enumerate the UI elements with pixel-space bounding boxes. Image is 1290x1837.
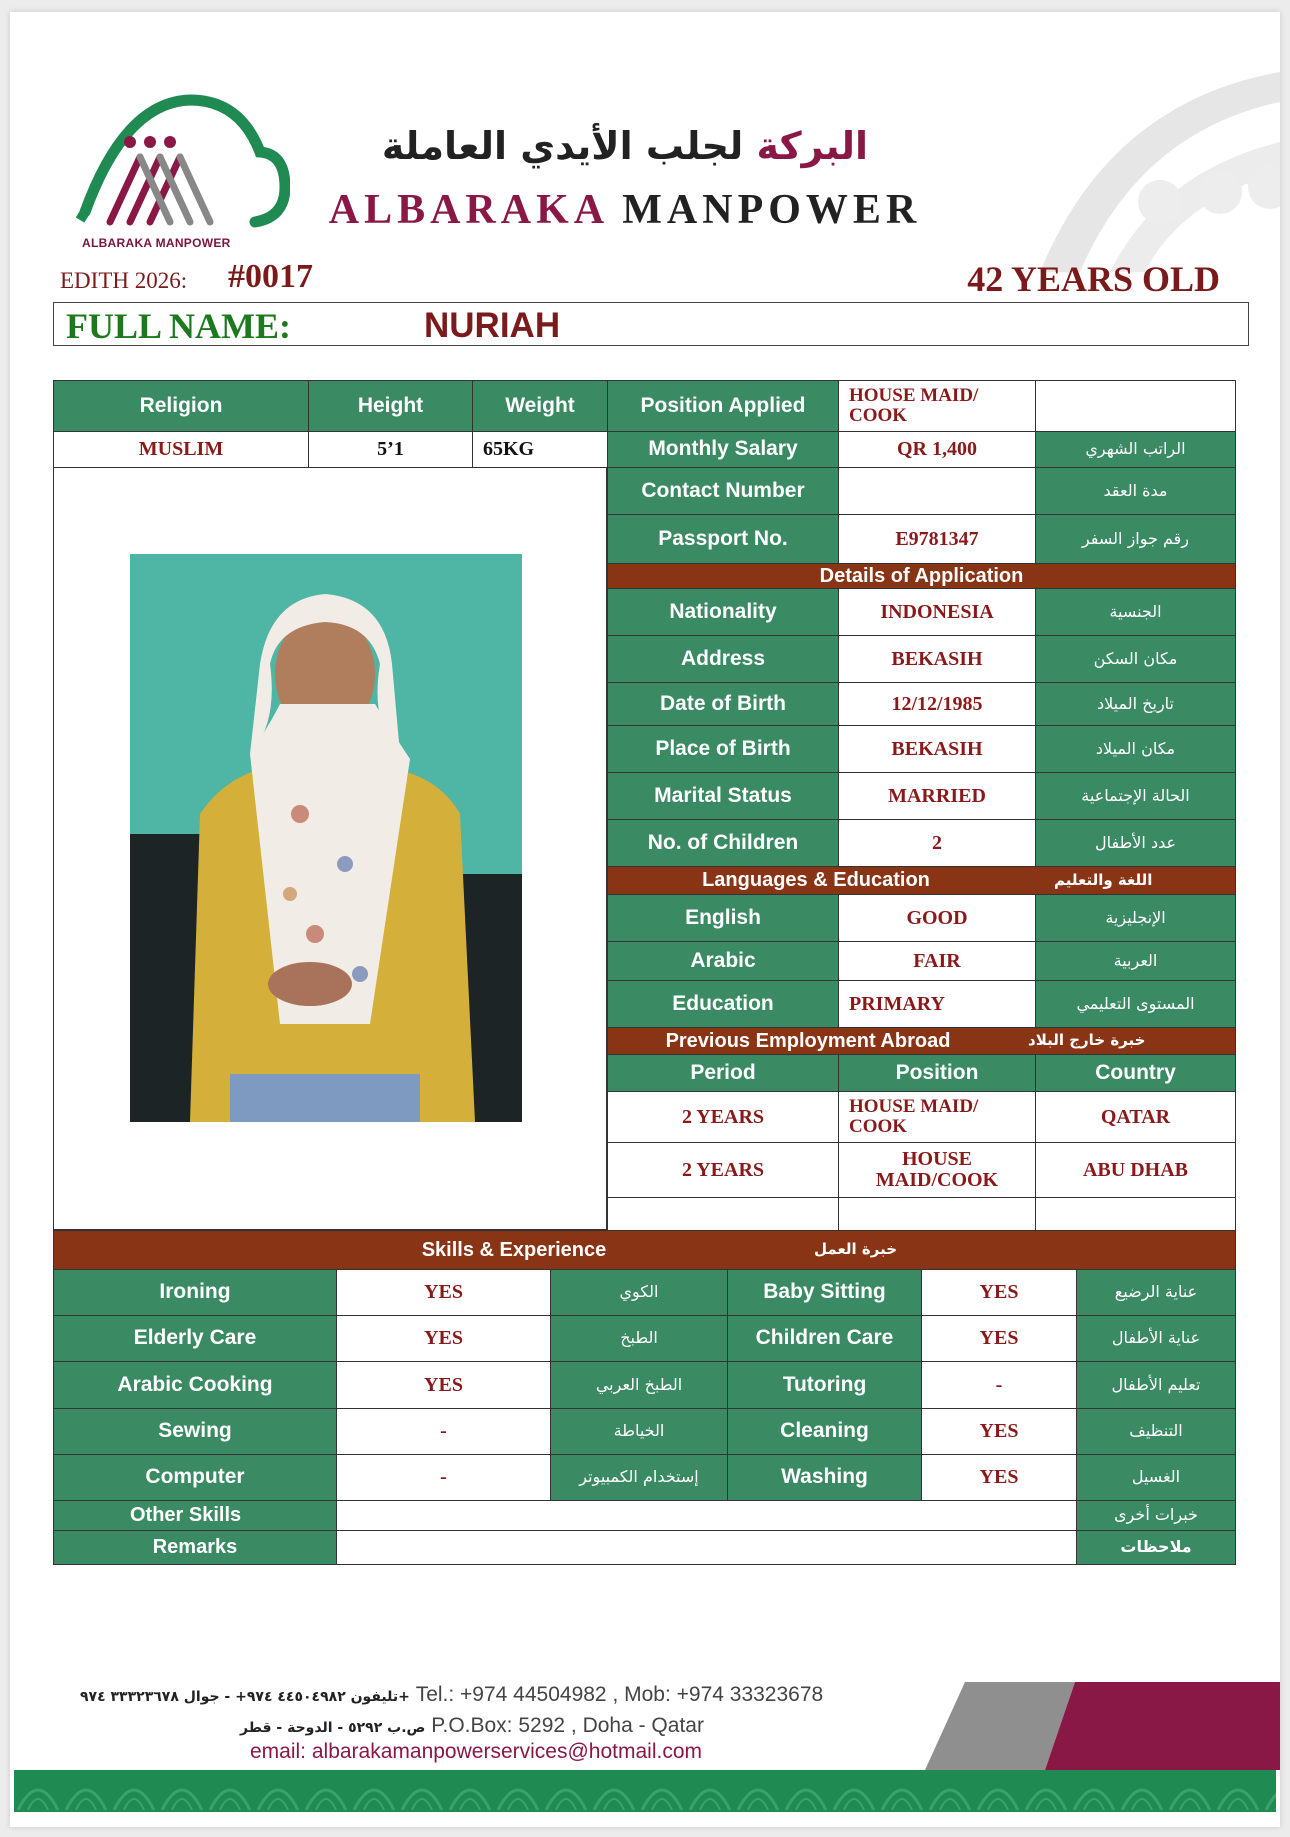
employment-row-3-blank [1035, 1197, 1236, 1231]
employment-row-3-blank [838, 1197, 1036, 1231]
logo-caption: ALBARAKA MANPOWER [82, 236, 231, 250]
religion-value: MUSLIM [53, 431, 309, 468]
employment-row-2-position: HOUSE MAID/COOK [838, 1142, 1036, 1198]
address-arabic: مكان السكن [1035, 635, 1236, 683]
skill-washing-arabic: الغسيل [1076, 1454, 1236, 1501]
languages-title-text: Languages & Education [702, 869, 930, 891]
employment-row-1-country: QATAR [1035, 1091, 1236, 1143]
date-of-birth-arabic: تاريخ الميلاد [1035, 682, 1236, 726]
nationality-arabic: الجنسية [1035, 588, 1236, 636]
languages-title-arabic: اللغة والتعليم [1054, 870, 1153, 889]
position-applied-blank [1035, 380, 1236, 432]
children-label: No. of Children [607, 819, 839, 867]
height-value: 5’1 [308, 431, 473, 468]
skill-baby-sitting-arabic: عناية الرضيع [1076, 1269, 1236, 1316]
footer-pobox-english: P.O.Box: 5292 , Doha - Qatar [431, 1714, 704, 1737]
footer-phone-english: Tel.: +974 44504982 , Mob: +974 33323678 [415, 1683, 824, 1706]
skill-tutoring-arabic: تعليم الأطفال [1076, 1361, 1236, 1409]
details-section-title: Details of Application [607, 563, 1236, 589]
remarks-value [336, 1530, 1077, 1565]
footer-phone [80, 1683, 823, 1707]
employment-row-1-period: 2 YEARS [607, 1091, 839, 1143]
weight-header: Weight [472, 380, 608, 432]
languages-section-title [607, 866, 1236, 895]
contact-number-arabic: مدة العقد [1035, 467, 1236, 515]
position-applied-value: HOUSE MAID/ COOK [838, 380, 1036, 432]
company-logo [70, 92, 290, 252]
watermark-graphic [1020, 62, 1280, 272]
employment-row-1-position: HOUSE MAID/ COOK [838, 1091, 1036, 1143]
company-name-arabic-rest: لجلب الأيدي العاملة [381, 124, 757, 168]
company-name-arabic-accent: البركة [756, 124, 869, 168]
religion-header: Religion [53, 380, 309, 432]
arabic-language-value: FAIR [838, 941, 1036, 981]
date-of-birth-value: 12/12/1985 [838, 682, 1036, 726]
country-header: Country [1035, 1054, 1236, 1092]
skills-title-arabic: خبرة العمل [814, 1240, 898, 1259]
footer-phone-arabic: تليفون ٤٤٥٠٤٩٨٢ ٩٧٤+ - جوال ٣٣٣٢٣٦٧٨ ٩٧٤+ [80, 1689, 410, 1705]
remarks-label: Remarks [53, 1530, 337, 1565]
full-name-box [53, 302, 1249, 346]
skill-washing-value: YES [921, 1454, 1077, 1501]
skill-arabic-cooking-arabic: الطبخ العربي [550, 1361, 728, 1409]
applicant-photo [130, 554, 522, 1122]
marital-status-arabic: الحالة الإجتماعية [1035, 772, 1236, 820]
date-of-birth-label: Date of Birth [607, 682, 839, 726]
company-name-arabic [300, 124, 950, 168]
skill-computer-arabic: إستخدام الكمبيوتر [550, 1454, 728, 1501]
skill-tutoring-value: - [921, 1361, 1077, 1409]
skill-sewing-label: Sewing [53, 1408, 337, 1455]
passport-value: E9781347 [838, 514, 1036, 564]
place-of-birth-label: Place of Birth [607, 725, 839, 773]
employment-row-2-period: 2 YEARS [607, 1142, 839, 1198]
marital-status-label: Marital Status [607, 772, 839, 820]
skill-children-care-label: Children Care [727, 1315, 922, 1362]
footer-green-strip [14, 1770, 1276, 1812]
english-label: English [607, 894, 839, 942]
monthly-salary-value: QR 1,400 [838, 431, 1036, 468]
children-value: 2 [838, 819, 1036, 867]
edition-label: EDITH 2026: [60, 268, 188, 293]
period-header: Period [607, 1054, 839, 1092]
skill-cleaning-label: Cleaning [727, 1408, 922, 1455]
skill-tutoring-label: Tutoring [727, 1361, 922, 1409]
employment-row-3-blank [607, 1197, 839, 1231]
employment-row-2-country: ABU DHAB [1035, 1142, 1236, 1198]
other-skills-value [336, 1500, 1077, 1531]
skill-computer-label: Computer [53, 1454, 337, 1501]
address-value: BEKASIH [838, 635, 1036, 683]
skill-cleaning-value: YES [921, 1408, 1077, 1455]
age-label: 42 YEARS OLD [967, 259, 1220, 299]
passport-label: Passport No. [607, 514, 839, 564]
footer-email: email: albarakamanpowerservices@hotmail.com [250, 1740, 702, 1763]
skill-washing-label: Washing [727, 1454, 922, 1501]
skill-children-care-arabic: عناية الأطفال [1076, 1315, 1236, 1362]
children-arabic: عدد الأطفال [1035, 819, 1236, 867]
english-arabic: الإنجليزية [1035, 894, 1236, 942]
skill-sewing-value: - [336, 1408, 551, 1455]
company-name-english-accent: ALBARAKA [328, 187, 607, 233]
full-name-value: NURIAH [424, 306, 561, 345]
position-header: Position [838, 1054, 1036, 1092]
company-name-english-rest: MANPOWER [606, 187, 922, 233]
other-skills-arabic: خبرات أخرى [1076, 1500, 1236, 1531]
skill-cleaning-arabic: التنظيف [1076, 1408, 1236, 1455]
education-value: PRIMARY [838, 980, 1036, 1028]
footer-graphic [925, 1680, 1280, 1772]
employment-section-title [607, 1027, 1236, 1055]
skill-arabic-cooking-value: YES [336, 1361, 551, 1409]
company-name-english [300, 186, 950, 234]
skill-children-care-value: YES [921, 1315, 1077, 1362]
employment-title-arabic: خبرة خارج البلاد [1028, 1031, 1146, 1050]
skill-ironing-label: Ironing [53, 1269, 337, 1316]
footer-pattern [14, 1770, 1276, 1812]
height-header: Height [308, 380, 473, 432]
skill-arabic-cooking-label: Arabic Cooking [53, 1361, 337, 1409]
skill-computer-value: - [336, 1454, 551, 1501]
arabic-language-label: Arabic [607, 941, 839, 981]
place-of-birth-value: BEKASIH [838, 725, 1036, 773]
skills-title-text: Skills & Experience [421, 1238, 607, 1261]
skills-section-title [53, 1230, 1236, 1270]
passport-arabic: رقم جواز السفر [1035, 514, 1236, 564]
contact-number-value [838, 467, 1036, 515]
place-of-birth-arabic: مكان الميلاد [1035, 725, 1236, 773]
weight-value: 65KG [472, 431, 608, 468]
photo-panel [53, 467, 607, 1230]
skill-ironing-arabic: الكوي [550, 1269, 728, 1316]
nationality-value: INDONESIA [838, 588, 1036, 636]
position-applied-label: Position Applied [607, 380, 839, 432]
skill-baby-sitting-value: YES [921, 1269, 1077, 1316]
employment-title-text: Previous Employment Abroad [665, 1029, 951, 1052]
contact-number-label: Contact Number [607, 467, 839, 515]
education-arabic: المستوى التعليمي [1035, 980, 1236, 1028]
skill-sewing-arabic: الخياطة [550, 1408, 728, 1455]
skill-elderly-care-arabic: الطبخ [550, 1315, 728, 1362]
monthly-salary-label: Monthly Salary [607, 431, 839, 468]
cv-code: #0017 [228, 258, 313, 295]
other-skills-label: Other Skills [53, 1500, 337, 1531]
education-label: Education [607, 980, 839, 1028]
skill-baby-sitting-label: Baby Sitting [727, 1269, 922, 1316]
skill-elderly-care-value: YES [336, 1315, 551, 1362]
full-name-label: FULL NAME: [66, 306, 291, 346]
skill-elderly-care-label: Elderly Care [53, 1315, 337, 1362]
skill-ironing-value: YES [336, 1269, 551, 1316]
footer-pobox [240, 1714, 704, 1738]
footer-pobox-arabic: ص.ب ٥٢٩٢ - الدوحة - قطر [240, 1720, 426, 1736]
remarks-arabic: ملاحظات [1076, 1530, 1236, 1565]
monthly-salary-arabic: الراتب الشهري [1035, 431, 1236, 468]
english-value: GOOD [838, 894, 1036, 942]
nationality-label: Nationality [607, 588, 839, 636]
address-label: Address [607, 635, 839, 683]
arabic-language-arabic: العربية [1035, 941, 1236, 981]
marital-status-value: MARRIED [838, 772, 1036, 820]
